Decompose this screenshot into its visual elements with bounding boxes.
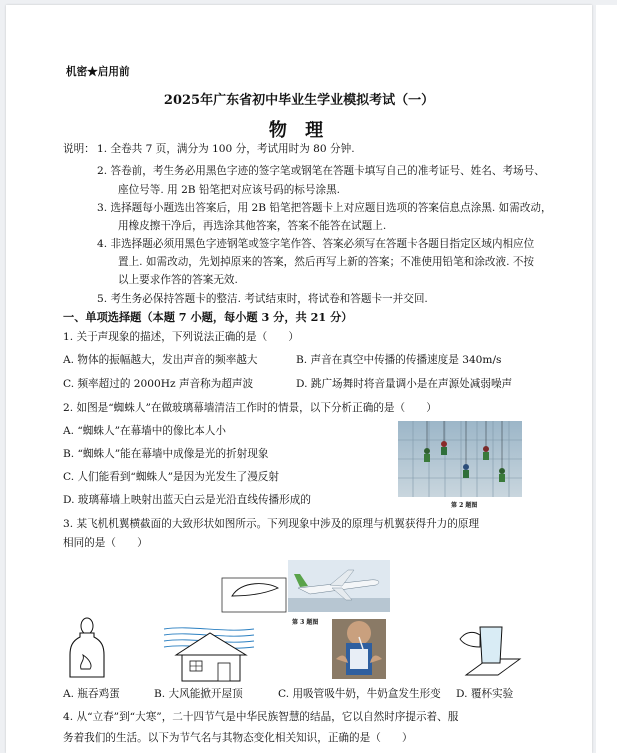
q1-stem: 1. 关于声现象的描述，下列说法正确的是（ ） <box>63 331 299 343</box>
q3-wing-figure <box>220 558 392 614</box>
instructions-label: 说明： <box>63 143 95 155</box>
instruction-line: 以上要求作答的答案无效. <box>118 274 238 286</box>
q1-option-b: B. 声音在真空中传播的传播速度是 340m/s <box>296 354 502 366</box>
q3-stem-line2: 相同的是（ ） <box>63 537 148 549</box>
exam-title: 2025年广东省初中毕业生学业模拟考试（一） <box>163 93 435 108</box>
exam-page <box>6 5 592 753</box>
instruction-line: 1. 全卷共 7 页，满分为 100 分，考试用时为 80 分钟. <box>97 143 355 155</box>
secret-label: 机密★启用前 <box>66 66 130 78</box>
instruction-line: 座位号等. 用 2B 铅笔把对应该号码的标号涂黑. <box>118 184 341 196</box>
q3-option-c: C. 用吸管吸牛奶，牛奶盒发生形变 <box>278 688 441 700</box>
q3-option-a: A. 瓶吞鸡蛋 <box>63 688 120 700</box>
q1-option-c: C. 频率超过的 2000Hz 声音称为超声波 <box>63 378 254 390</box>
instruction-line: 置上. 如需改动，先划掉原来的答案，然后再写上新的答案；不准使用铅笔和涂改液. 不按 <box>118 256 535 268</box>
q2-option-b: B. “蜘蛛人”能在幕墙中成像是光的折射现象 <box>63 448 269 460</box>
q2-figure-caption: 第 2 题图 <box>451 502 478 509</box>
q3-option-a-bottle-egg-drawing <box>66 617 108 681</box>
q4-stem-line2: 务着我们的生活。以下为节气名与其物态变化相关知识，正确的是（ ） <box>63 732 413 744</box>
q2-option-d: D. 玻璃幕墙上映射出蓝天白云是光沿直线传播形成的 <box>63 494 311 506</box>
q3-figure-caption: 第 3 题图 <box>292 619 319 626</box>
q3-option-b: B. 大风能掀开屋顶 <box>154 688 243 700</box>
instruction-line: 5. 考生务必保持答题卡的整洁. 考试结束时，将试卷和答题卡一并交回. <box>97 293 428 305</box>
q1-option-d: D. 跳广场舞时将音量调小是在声源处减弱噪声 <box>296 378 513 390</box>
q3-option-c-milk-straw-photo <box>332 619 386 679</box>
next-page-edge <box>596 5 617 753</box>
q3-option-d-inverted-cup-drawing <box>458 617 522 677</box>
q3-stem-line1: 3. 某飞机机翼横截面的大致形状如图所示。下列现象中涉及的原理与机翼获得升力的原理 <box>63 518 480 530</box>
q2-spiderman-photo <box>398 421 522 497</box>
q3-option-d: D. 覆杯实验 <box>456 688 514 700</box>
instruction-line: 用橡皮擦干净后，再选涂其他答案，答案不能答在试题上. <box>118 220 387 232</box>
q1-option-a: A. 物体的振幅越大，发出声音的频率越大 <box>63 354 258 366</box>
q2-stem: 2. 如图是“蜘蛛人”在做玻璃幕墙清洁工作时的情景，以下分析正确的是（ ） <box>63 402 437 414</box>
instruction-line: 4. 非选择题必须用黑色字迹钢笔或签字笔作答、答案必须写在答题卡各题目指定区域内相应位 <box>97 238 535 250</box>
q2-option-c: C. 人们能看到“蜘蛛人”是因为光发生了漫反射 <box>63 471 279 483</box>
instruction-line: 3. 选择题每小题选出答案后，用 2B 铅笔把答题卡上对应题目选项的答案信息点涂黑. 如需改动， <box>97 202 552 214</box>
q2-option-a: A. “蜘蛛人”在幕墙中的像比本人小 <box>63 425 226 437</box>
section-heading: 一、单项选择题（本题 7 小题，每小题 3 分，共 21 分） <box>63 310 353 324</box>
q3-option-b-house-wind-drawing <box>162 619 258 683</box>
q4-stem-line1: 4. 从“立春”到“大寒”，二十四节气是中华民族智慧的结晶，它以自然时序提示着、服 <box>63 711 459 723</box>
subject-title: 物 理 <box>268 120 330 141</box>
instruction-line: 2. 答卷前，考生务必用黑色字迹的签字笔或钢笔在答题卡填写自己的准考证号、姓名、考场号、 <box>97 165 545 177</box>
